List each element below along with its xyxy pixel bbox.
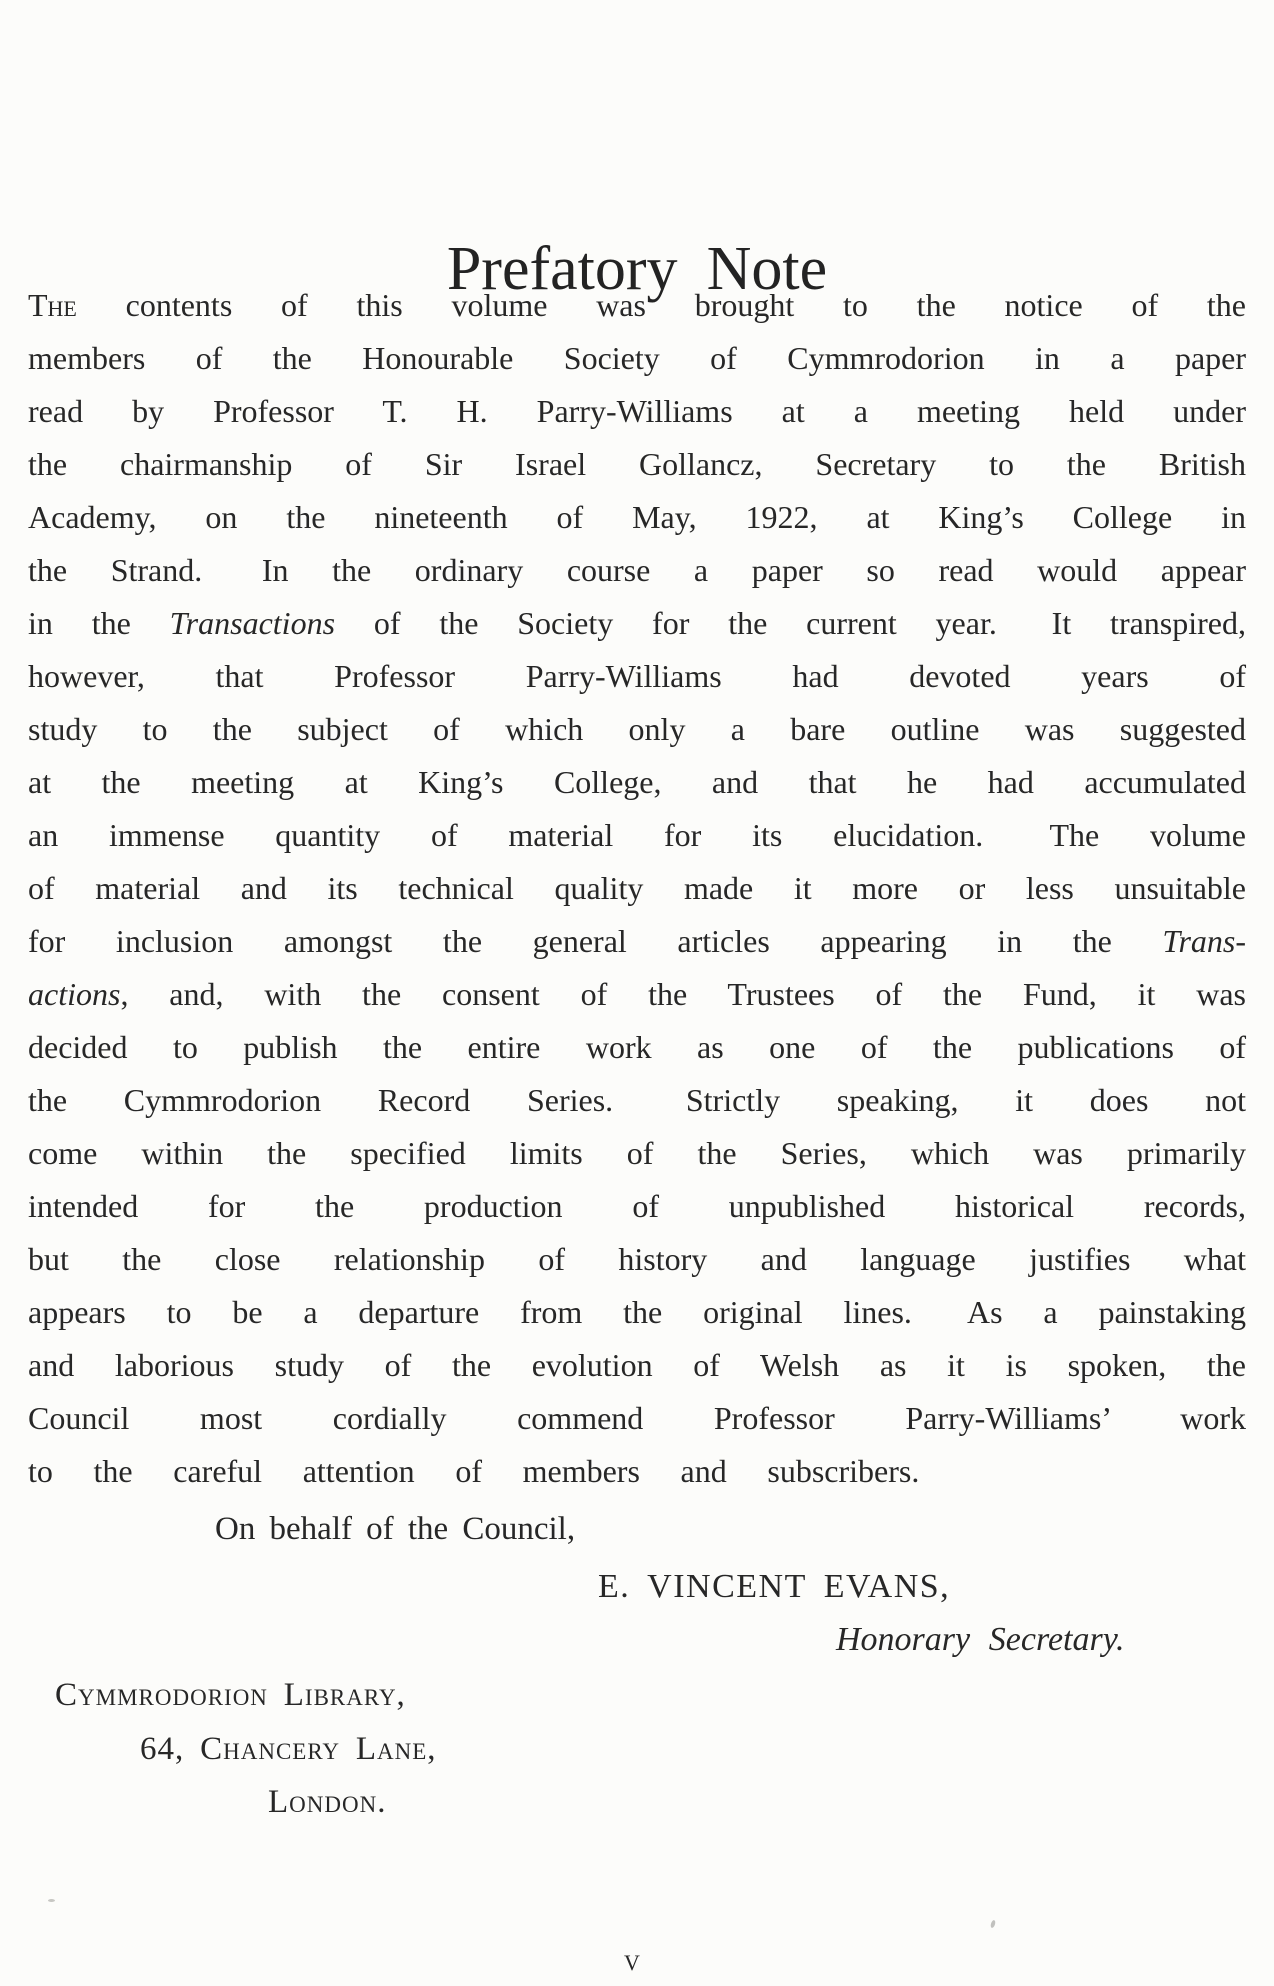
body-line [28, 756, 1246, 809]
italic-text: actions [28, 976, 121, 1012]
body-line [28, 1392, 1246, 1445]
text-segment: Academy, on the nineteenth of May, 1922, at King’s College in [28, 499, 1246, 535]
signature-on-behalf: On behalf of the Council, [215, 1511, 576, 1547]
page-number: v [624, 1942, 640, 1977]
text-segment: contents of this volume was brought to the notice of the [76, 287, 1246, 323]
body-line [28, 544, 1246, 597]
body-line [28, 1445, 1246, 1498]
body-text [28, 279, 1246, 1498]
text-segment: an immense quantity of material for its elucidation. The volume [28, 817, 1246, 853]
body-line [28, 809, 1246, 862]
body-line [28, 491, 1246, 544]
text-segment: of material and its technical quality made it more or less unsuitable [28, 870, 1246, 906]
text-segment: members of the Honourable Society of Cymmrodorion in a paper [28, 340, 1246, 376]
body-line [28, 862, 1246, 915]
body-line [28, 1339, 1246, 1392]
text-segment: come within the specified limits of the Series, which was primarily [28, 1135, 1246, 1171]
body-line [28, 650, 1246, 703]
body-line [28, 915, 1246, 968]
text-segment: intended for the production of unpublished historical records, [28, 1188, 1246, 1224]
italic-text: Transactions [169, 605, 336, 641]
text-segment: the chairmanship of Sir Israel Gollancz, Secretary to the British [28, 446, 1246, 482]
text-segment: to the careful attention of members and subscribers. [28, 1453, 920, 1489]
address-city: London. [268, 1784, 387, 1820]
smallcaps-text: The [28, 287, 77, 323]
text-segment: for inclusion amongst the general articles appearing in the [28, 923, 1163, 959]
signature-role: Honorary Secretary. [836, 1621, 1125, 1658]
body-line [28, 1021, 1246, 1074]
body-line [28, 385, 1246, 438]
body-line [28, 279, 1246, 332]
body-line [28, 1180, 1246, 1233]
text-segment: read by Professor T. H. Parry-Williams at a meeting held under [28, 393, 1246, 429]
address-library: Cymmrodorion Library, [55, 1677, 406, 1713]
text-segment: the Strand. In the ordinary course a paper so read would appear [28, 552, 1246, 588]
body-line [28, 1233, 1246, 1286]
address-street: 64, Chancery Lane, [140, 1731, 437, 1767]
body-line [28, 1286, 1246, 1339]
body-line [28, 703, 1246, 756]
text-segment: Council most cordially commend Professor Parry-Williams’ work [28, 1400, 1246, 1436]
text-segment: of the Society for the current year. It transpired, [335, 605, 1247, 641]
text-segment: study to the subject of which only a bare outline was suggested [28, 711, 1246, 747]
text-segment: appears to be a departure from the original lines. As a painstaking [28, 1294, 1246, 1330]
text-segment: at the meeting at King’s College, and that he had accumulated [28, 764, 1246, 800]
text-segment: however, that Professor Parry-Williams had devoted years of [28, 658, 1246, 694]
body-line [28, 332, 1246, 385]
text-segment: the Cymmrodorion Record Series. Strictly speaking, it does not [28, 1082, 1246, 1118]
text-segment: decided to publish the entire work as one of the publications of [28, 1029, 1246, 1065]
body-line [28, 597, 1246, 650]
text-segment: , and, with the consent of the Trustees of the Fund, it was [120, 976, 1246, 1012]
italic-text: Trans- [1162, 923, 1246, 959]
body-line [28, 438, 1246, 491]
body-line [28, 1074, 1246, 1127]
signature-name: E. VINCENT EVANS, [598, 1568, 951, 1605]
text-segment: and laborious study of the evolution of Welsh as it is spoken, the [28, 1347, 1246, 1383]
body-line [28, 1127, 1246, 1180]
scan-speck [48, 1899, 55, 1902]
text-segment: in the [28, 605, 170, 641]
body-line [28, 968, 1246, 1021]
scan-speck [990, 1920, 996, 1929]
page-title: Prefatory Note [446, 234, 828, 303]
text-segment: but the close relationship of history and language justifies what [28, 1241, 1246, 1277]
